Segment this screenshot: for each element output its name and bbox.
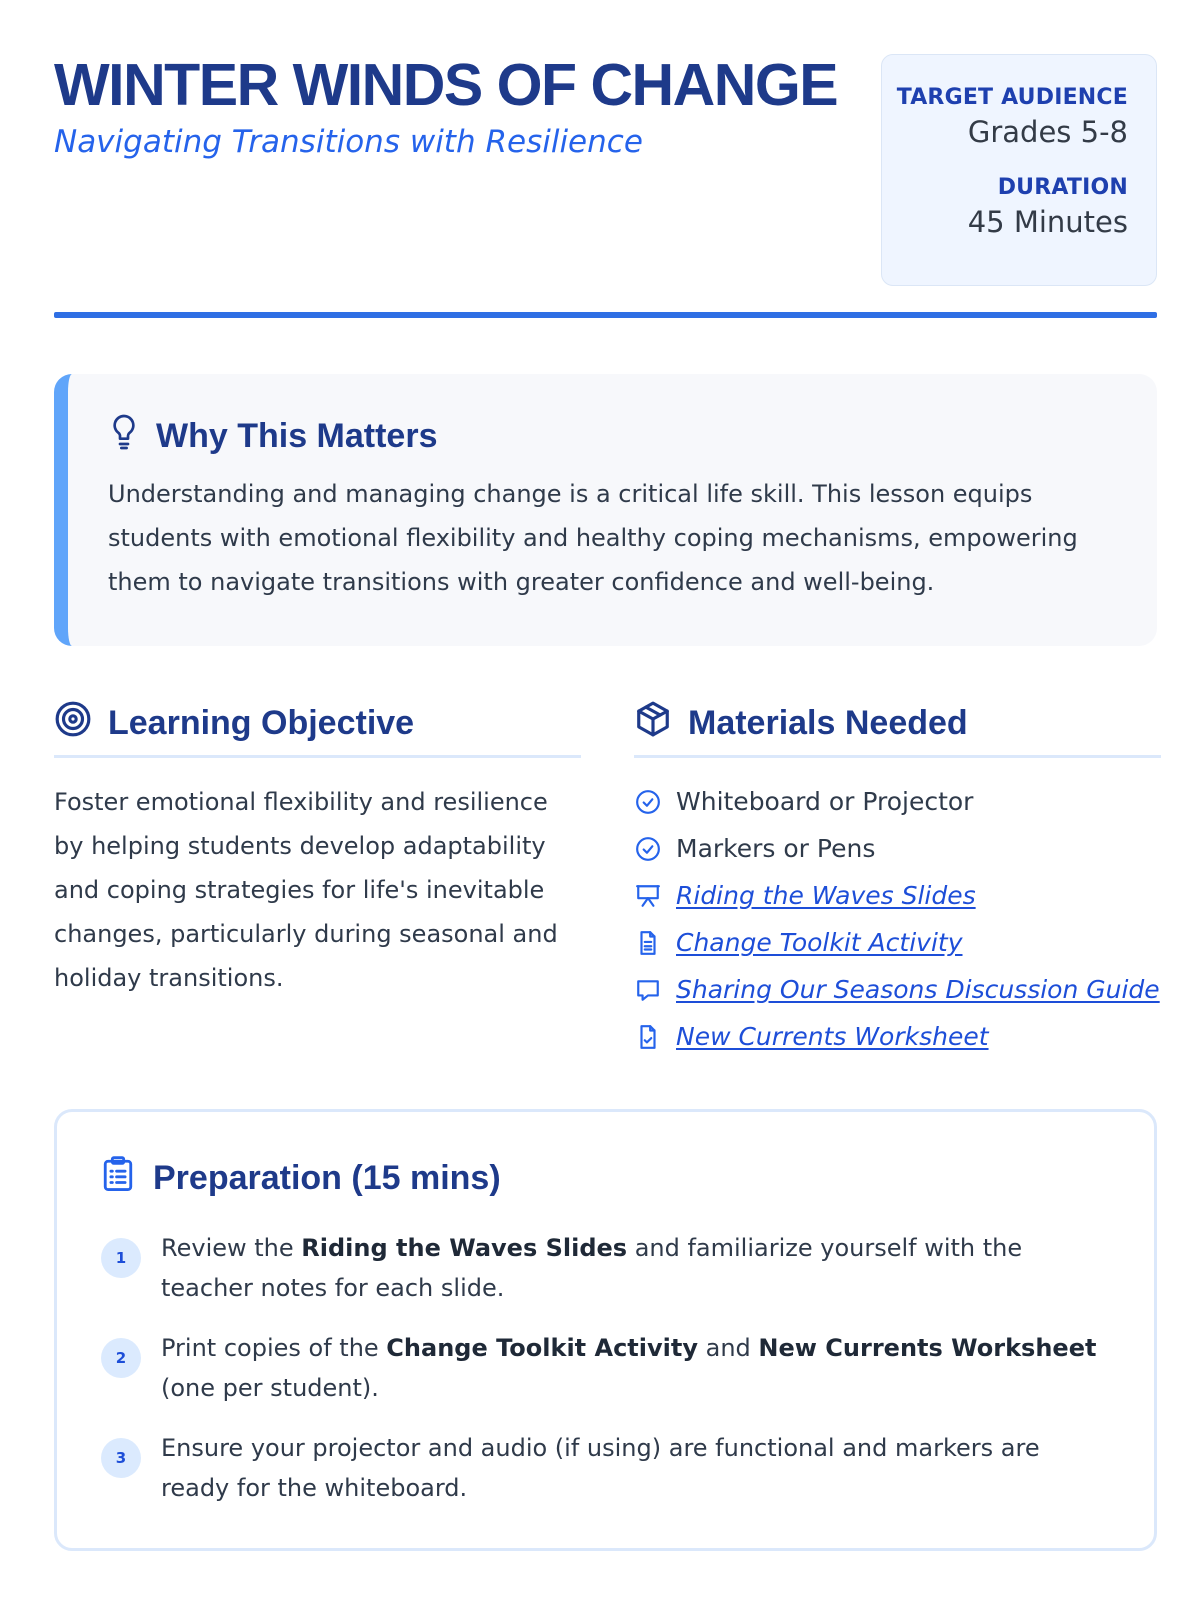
objective-body: Foster emotional flexibility and resilience by helping students develop adaptability and coping strategies for life's inevitable changes, particularly during seasonal and holiday transitions. <box>54 788 558 992</box>
check-circle-icon <box>634 788 662 816</box>
package-icon <box>634 700 688 747</box>
discussion-guide-link[interactable]: Sharing Our Seasons Discussion Guide <box>676 975 1160 1004</box>
materials-section <box>634 698 1161 1060</box>
step-bold-text: Riding the Waves Slides <box>301 1234 628 1262</box>
step-bold-text: New Currents Worksheet <box>758 1334 1097 1362</box>
page-title: WINTER WINDS OF CHANGE <box>54 52 838 118</box>
material-label: Markers or Pens <box>676 834 876 863</box>
chat-bubble-icon <box>634 976 662 1004</box>
step-number-badge: 1 <box>101 1238 141 1278</box>
why-this-matters-callout <box>54 374 1157 646</box>
step-bold-text: Change Toolkit Activity <box>386 1334 698 1362</box>
toolkit-activity-link[interactable]: Change Toolkit Activity <box>676 928 963 957</box>
preparation-step <box>101 1228 1110 1308</box>
worksheet-link[interactable]: New Currents Worksheet <box>676 1022 989 1051</box>
duration-value: 45 Minutes <box>967 205 1128 239</box>
step-number-badge: 2 <box>101 1338 141 1378</box>
preparation-heading <box>101 1156 1110 1200</box>
presentation-icon <box>634 882 662 910</box>
material-item <box>634 966 1161 1013</box>
preparation-step <box>101 1428 1110 1508</box>
objective-heading <box>54 698 581 758</box>
step-text: and familiarize yourself with the teacher notes for each slide. <box>161 1234 1023 1302</box>
why-body: Understanding and managing change is a critical life skill. This lesson equips students with emotional flexibility and healthy coping mechanisms, empowering them to navigate transitions with greater confidence and well-being. <box>108 480 1078 596</box>
preparation-step <box>101 1328 1110 1408</box>
check-circle-icon <box>634 835 662 863</box>
document-icon <box>634 929 662 957</box>
slides-link[interactable]: Riding the Waves Slides <box>676 881 976 910</box>
material-item <box>634 825 1161 872</box>
audience-value: Grades 5-8 <box>967 115 1128 149</box>
why-heading <box>108 414 1117 458</box>
material-item <box>634 1013 1161 1060</box>
audience-label: TARGET AUDIENCE <box>896 85 1128 110</box>
material-item <box>634 919 1161 966</box>
lesson-plan-page <box>54 0 1160 1600</box>
preparation-steps <box>101 1228 1110 1508</box>
header <box>54 52 1157 288</box>
step-text: Print copies of the <box>161 1334 387 1362</box>
lightbulb-icon <box>108 412 156 461</box>
material-item <box>634 778 1161 825</box>
materials-heading-text: Materials Needed <box>688 704 968 742</box>
page-subtitle: Navigating Transitions with Resilience <box>54 124 643 160</box>
materials-heading <box>634 698 1161 758</box>
objective-heading-text: Learning Objective <box>108 704 415 742</box>
learning-objective-section <box>54 698 581 1000</box>
materials-list <box>634 778 1161 1060</box>
preparation-section <box>54 1109 1157 1551</box>
why-heading-text: Why This Matters <box>156 416 438 455</box>
material-label: Whiteboard or Projector <box>676 787 974 816</box>
material-item <box>634 872 1161 919</box>
step-number-badge: 3 <box>101 1438 141 1478</box>
clipboard-list-icon <box>101 1155 153 1202</box>
preparation-heading-text: Preparation (15 mins) <box>153 1158 501 1197</box>
step-text: (one per student). <box>161 1374 379 1402</box>
target-icon <box>54 700 108 747</box>
duration-label: DURATION <box>997 175 1128 200</box>
header-divider <box>54 312 1157 318</box>
file-check-icon <box>634 1023 662 1051</box>
lesson-meta-box <box>881 54 1157 286</box>
step-text: and <box>697 1334 759 1362</box>
step-text: Ensure your projector and audio (if using) are functional and markers are ready for the whiteboard. <box>161 1434 1040 1502</box>
step-text: Review the <box>161 1234 302 1262</box>
